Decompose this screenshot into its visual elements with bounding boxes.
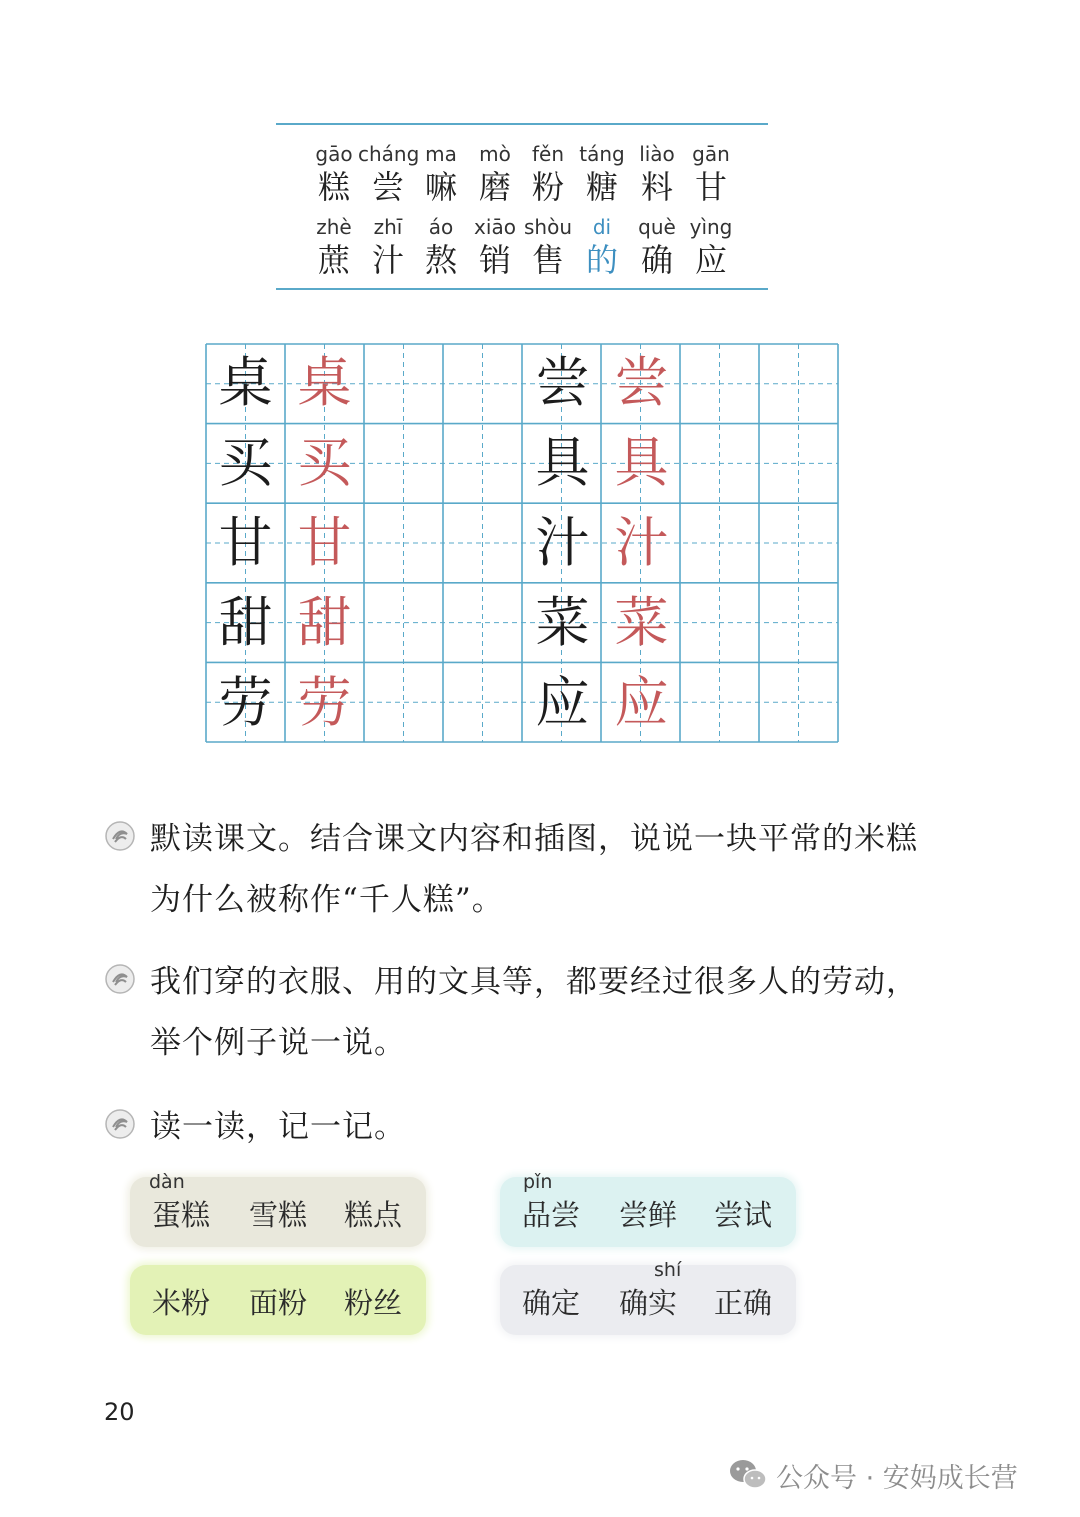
vocab-item: xiāo 销 bbox=[474, 215, 516, 279]
grid-char-model: 具 bbox=[614, 431, 669, 494]
exercise-text-line: 举个例子说一说。 bbox=[150, 1025, 406, 1061]
exercise-3 bbox=[104, 1100, 964, 1161]
vocab-item: què 确 bbox=[638, 215, 676, 279]
word: 蛋糕 bbox=[152, 1198, 211, 1232]
word-group-1 bbox=[130, 1171, 426, 1247]
vocab-item: táng 糖 bbox=[579, 142, 625, 206]
word: 粉丝 bbox=[344, 1286, 403, 1320]
grid-char-model: 应 bbox=[614, 671, 669, 734]
word-group-4 bbox=[500, 1259, 796, 1335]
grid-char: 桌 bbox=[218, 351, 273, 414]
grid-char-model: 甘 bbox=[297, 511, 352, 574]
grid-char-model: 甜 bbox=[297, 591, 352, 654]
grid-char: 尝 bbox=[535, 351, 590, 414]
word-pinyin: pǐn bbox=[523, 1171, 553, 1193]
grid-char-model: 尝 bbox=[614, 351, 669, 414]
word: 面粉 bbox=[249, 1286, 308, 1320]
word: 糕点 bbox=[344, 1198, 403, 1232]
vocab-item: áo 熬 bbox=[424, 215, 457, 279]
vocab-row-2 bbox=[312, 214, 742, 280]
word-group-3 bbox=[130, 1265, 426, 1335]
word-pinyin: dàn bbox=[149, 1171, 185, 1193]
word: 品尝 bbox=[522, 1198, 581, 1232]
vocab-item: zhī 汁 bbox=[371, 215, 404, 279]
page-number: 20 bbox=[104, 1398, 135, 1426]
vocab-item: cháng 尝 bbox=[358, 142, 420, 206]
grid-char: 汁 bbox=[535, 511, 590, 574]
word: 雪糕 bbox=[249, 1198, 308, 1232]
word-group-2 bbox=[500, 1171, 796, 1247]
vocab-item: zhè 蔗 bbox=[316, 215, 352, 279]
vocab-item-highlighted: di 的 bbox=[585, 215, 618, 279]
grid-char-model: 买 bbox=[297, 431, 352, 494]
grid-char: 甜 bbox=[218, 591, 273, 654]
writing-grid bbox=[205, 343, 839, 743]
grid-char: 买 bbox=[218, 431, 273, 494]
grid-char: 劳 bbox=[218, 671, 273, 734]
exercise-text-line: 为什么被称作“千人糕”。 bbox=[150, 882, 504, 918]
vocabulary-box bbox=[276, 123, 768, 290]
vocab-item: fěn 粉 bbox=[531, 142, 565, 206]
word: 米粉 bbox=[152, 1286, 211, 1320]
exercise-1 bbox=[104, 812, 964, 934]
grid-char-model: 劳 bbox=[297, 671, 352, 734]
grid-char: 菜 bbox=[535, 591, 590, 654]
vocab-item: liào 料 bbox=[639, 142, 675, 206]
grid-char: 甘 bbox=[218, 511, 273, 574]
exercise-text-line: 默读课文。结合课文内容和插图，说说一块平常的米糕 bbox=[150, 821, 918, 857]
exercise-text-line: 读一读，记一记。 bbox=[150, 1109, 406, 1145]
word: 确实 bbox=[619, 1286, 678, 1320]
exercise-text-line: 我们穿的衣服、用的文具等，都要经过很多人的劳动， bbox=[150, 964, 918, 1000]
vocab-row-1 bbox=[312, 141, 742, 207]
bullet-circle-icon bbox=[104, 963, 136, 995]
word: 正确 bbox=[714, 1286, 773, 1320]
vocab-item: mò 磨 bbox=[478, 142, 511, 206]
watermark bbox=[728, 1455, 1018, 1495]
bullet-circle-icon bbox=[104, 820, 136, 852]
word: 尝试 bbox=[714, 1198, 773, 1232]
wechat-icon bbox=[728, 1458, 768, 1492]
bullet-circle-icon bbox=[104, 1108, 136, 1140]
vocab-item: ma 嘛 bbox=[424, 142, 457, 206]
watermark-text: 公众号 · 安妈成长营 bbox=[776, 1462, 1018, 1494]
vocab-item: shòu 售 bbox=[523, 215, 572, 279]
grid-char: 具 bbox=[535, 431, 590, 494]
word-pinyin: shí bbox=[654, 1259, 682, 1281]
vocab-item: gān 甘 bbox=[692, 142, 730, 206]
grid-char-model: 桌 bbox=[297, 351, 352, 414]
grid-char: 应 bbox=[535, 671, 590, 734]
grid-char-model: 菜 bbox=[614, 591, 669, 654]
word: 确定 bbox=[522, 1286, 581, 1320]
word: 尝鲜 bbox=[619, 1198, 678, 1232]
grid-char-model: 汁 bbox=[614, 511, 669, 574]
vocab-item: gāo 糕 bbox=[315, 142, 353, 206]
vocab-item: yìng 应 bbox=[689, 215, 733, 279]
exercise-2 bbox=[104, 955, 964, 1077]
